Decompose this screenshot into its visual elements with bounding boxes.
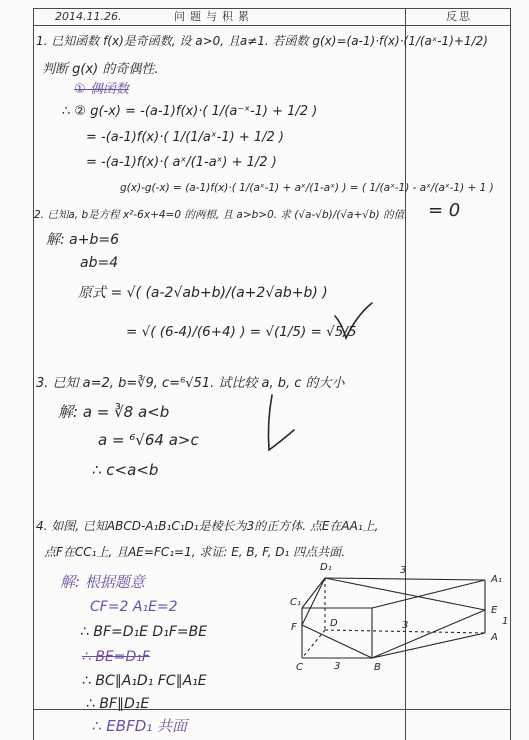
check-mark-icon: [332, 300, 374, 342]
section-edge: [302, 625, 372, 658]
cube-edge: [372, 580, 485, 608]
edge-length-label: 3: [334, 661, 341, 672]
section-title: 问题与积累: [174, 10, 254, 23]
cube-edge: [372, 633, 485, 658]
solution-line: 解: a = ∛8 a<b: [58, 403, 170, 421]
vertex-label-a: A: [491, 632, 498, 643]
problem-1-statement: 1. 已知函数 f(x)是奇函数, 设 a>0, 且a≠1. 若函数 g(x)=(a-1)·f(x)·(1/(aˣ-1)+1/2): [36, 34, 488, 48]
solution-line: ∴ c<a<b: [92, 461, 159, 479]
point-label-f: F: [291, 622, 297, 633]
problem-4-statement: 点F在CC₁上, 且AE=FC₁=1, 求证: E, B, F, D₁ 四点共面.: [44, 545, 345, 559]
crossed-out-line: ∴ BE=D₁F: [82, 649, 150, 665]
problem-1-question: 判断 g(x) 的奇偶性.: [42, 62, 159, 77]
solution-line: ∴ ② g(-x) = -(a-1)f(x)·( 1/(a⁻ˣ-1) + 1/2 ): [62, 104, 318, 119]
section-edge: [372, 610, 485, 658]
solution-line: ∴ BF∥D₁E: [86, 696, 150, 712]
solution-line: 解: a+b=6: [46, 232, 120, 248]
reflection-note: = 0: [428, 200, 461, 221]
reflection-header: 反思: [446, 10, 472, 23]
cube-figure: [290, 558, 515, 672]
vertex-label-c: C: [296, 662, 303, 672]
edge-length-label: 3: [402, 620, 409, 631]
date-label: 2014.11.26.: [55, 10, 122, 23]
vertex-label-a1: A₁: [491, 574, 502, 585]
solution-line: = √( (6-4)/(6+4) ) = √(1/5) = √5/5: [126, 324, 356, 340]
problem-4-statement: 4. 如图, 已知ABCD-A₁B₁C₁D₁是棱长为3的正方体. 点E在AA₁上,: [36, 519, 379, 533]
solution-line: ab=4: [80, 255, 119, 271]
problem-2-statement: 2. 已知a, b是方程 x²-6x+4=0 的两根, 且 a>b>0. 求 (√a-√b)/(√a+√b) 的值.: [34, 209, 408, 221]
check-mark-icon: [256, 392, 298, 454]
cube-edge: [302, 578, 325, 608]
segment-length-label: 1: [502, 616, 509, 627]
solution-heading: 解: 根据题意: [60, 573, 145, 591]
solution-line: ∴ BC∥A₁D₁ FC∥A₁E: [82, 673, 207, 689]
solution-line: CF=2 A₁E=2: [90, 599, 178, 615]
problem-1-crossed-note: ① 偶函数: [74, 82, 129, 97]
section-edge: [325, 578, 485, 610]
vertex-label-b: B: [374, 662, 381, 672]
edge-length-label: 3: [400, 565, 407, 576]
solution-conclusion: ∴ EBFD₁ 共面: [92, 717, 188, 735]
point-label-e: E: [491, 605, 498, 616]
solution-line: = -(a-1)f(x)·( aˣ/(1-aˣ) + 1/2 ): [86, 155, 277, 170]
problem-3-statement: 3. 已知 a=2, b=∛9, c=⁶√51. 试比较 a, b, c 的大小: [36, 376, 345, 391]
solution-line: 原式 = √( (a-2√ab+b)/(a+2√ab+b) ): [78, 285, 328, 301]
table-left-border: [33, 8, 34, 740]
vertex-label-d: D: [330, 618, 338, 629]
solution-line: g(x)-g(-x) = (a-1)f(x)·( 1/(aˣ-1) + aˣ/(1-aˣ) ) = ( 1/(aˣ-1) - aˣ/(aˣ-1) + 1 ): [120, 182, 494, 194]
solution-line: ∴ BF=D₁E D₁F=BE: [80, 624, 208, 640]
section-edge: [302, 578, 325, 625]
header-divider: [33, 25, 511, 26]
vertex-label-c1: C₁: [290, 597, 301, 608]
solution-line: = -(a-1)f(x)·( 1/(1/aˣ-1) + 1/2 ): [86, 130, 284, 145]
solution-line: a = ⁶√64 a>c: [98, 431, 199, 449]
cube-edge: [325, 578, 485, 580]
vertex-label-d1: D₁: [320, 562, 332, 573]
